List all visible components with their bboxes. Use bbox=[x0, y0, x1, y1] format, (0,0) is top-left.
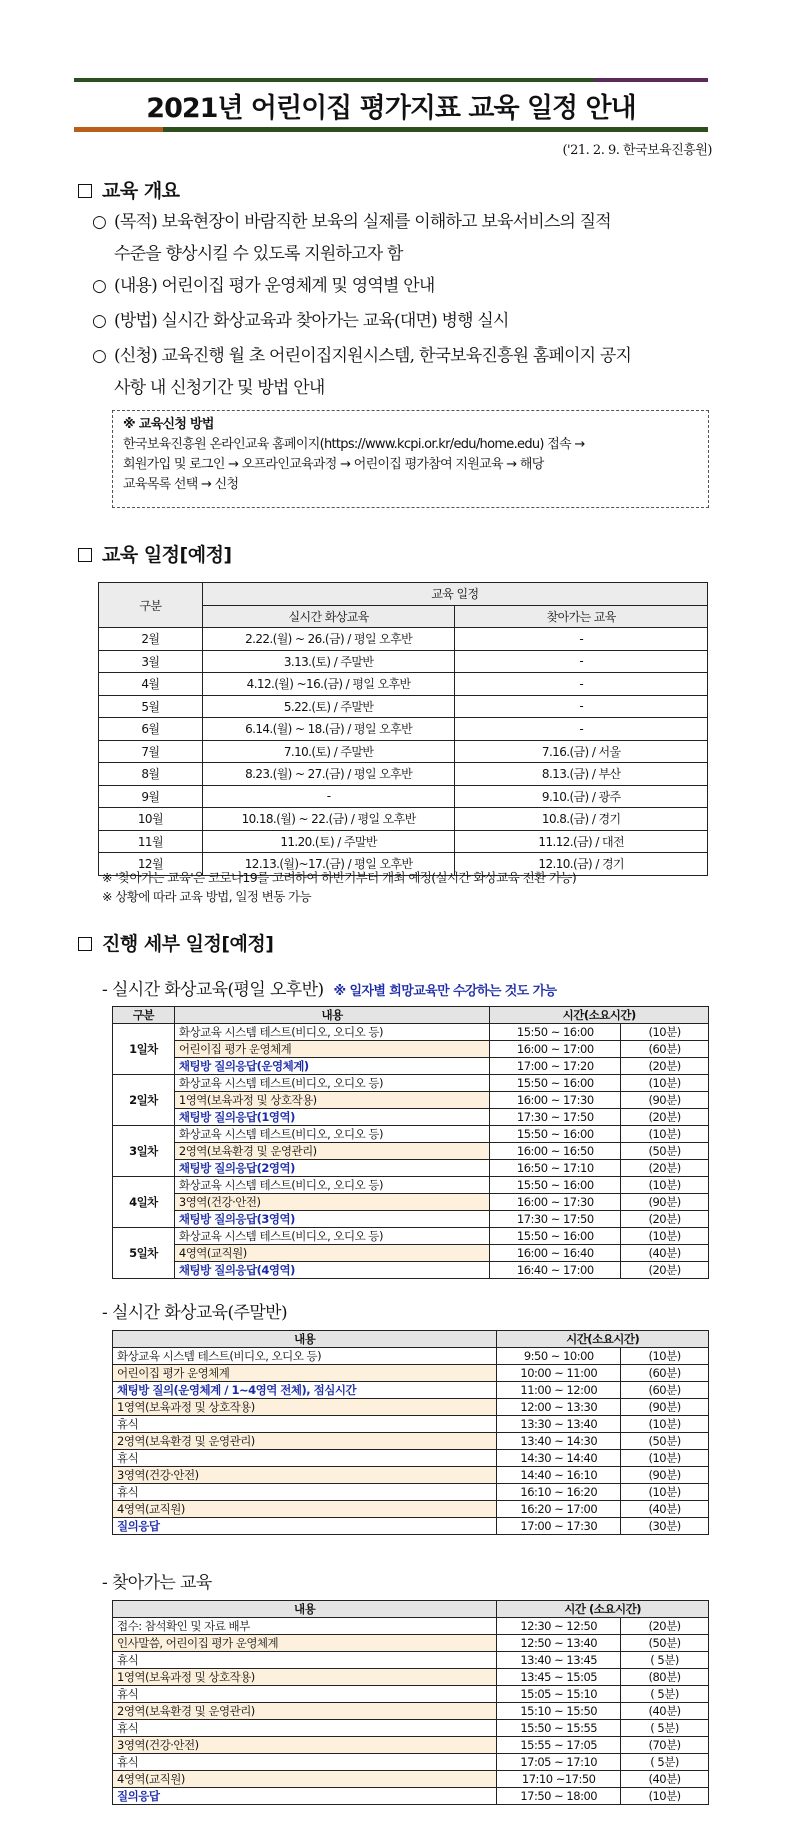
month-cell: 5월 bbox=[99, 695, 203, 718]
content-cell: 인사말씀, 어린이집 평가 운영체계 bbox=[113, 1635, 497, 1652]
online-cell: 12.13.(월)~17.(금) / 평일 오후반 bbox=[202, 853, 455, 876]
time-cell: 12:50 ~ 13:40 bbox=[497, 1635, 621, 1652]
content-cell: 화상교육 시스템 테스트(비디오, 오디오 등) bbox=[174, 1126, 490, 1143]
table-row bbox=[113, 1399, 709, 1416]
content-cell: 어린이집 평가 운영체계 bbox=[113, 1365, 497, 1382]
bullet-text: (신청) 교육진행 월 초 어린이집지원시스템, 한국보육진흥원 홈페이지 공지 bbox=[114, 346, 632, 366]
table-row bbox=[113, 1160, 709, 1177]
minutes-cell: (40분) bbox=[621, 1245, 709, 1262]
time-cell: 17:00 ~ 17:20 bbox=[490, 1058, 621, 1075]
schedule-row bbox=[99, 650, 708, 673]
table-row bbox=[113, 1720, 709, 1737]
bullet-text: (내용) 어린이집 평가 운영체계 및 영역별 안내 bbox=[114, 276, 435, 296]
visit-cell: - bbox=[455, 628, 708, 651]
minutes-cell: (70분) bbox=[621, 1737, 709, 1754]
schedule-row bbox=[99, 740, 708, 763]
schedule-row bbox=[99, 673, 708, 696]
time-cell: 16:40 ~ 17:00 bbox=[490, 1262, 621, 1279]
table-row bbox=[113, 1262, 709, 1279]
table-row bbox=[113, 1348, 709, 1365]
note-line: 한국보육진흥원 온라인교육 홈페이지(https://www.kcpi.or.kr/edu/home.edu) 접속 → bbox=[123, 437, 585, 452]
table-row bbox=[113, 1737, 709, 1754]
online-cell: 11.20.(토) / 주말반 bbox=[202, 830, 455, 853]
content-cell: 2영역(보육환경 및 운영관리) bbox=[113, 1703, 497, 1720]
content-cell: 4영역(교직원) bbox=[174, 1245, 490, 1262]
month-cell: 9월 bbox=[99, 785, 203, 808]
issue-date: ('21. 2. 9. 한국보육진흥원) bbox=[562, 143, 712, 158]
minutes-cell: (80분) bbox=[621, 1669, 709, 1686]
minutes-cell: (90분) bbox=[621, 1399, 709, 1416]
weekend-detail-table bbox=[112, 1330, 709, 1535]
content-cell: 휴식 bbox=[113, 1416, 497, 1433]
month-cell: 6월 bbox=[99, 718, 203, 741]
online-cell: 2.22.(월) ~ 26.(금) / 평일 오후반 bbox=[202, 628, 455, 651]
content-cell: 1영역(보육과정 및 상호작용) bbox=[113, 1669, 497, 1686]
minutes-cell: (20분) bbox=[621, 1109, 709, 1126]
weekday-detail-table bbox=[112, 1006, 709, 1279]
title-top-rule bbox=[74, 78, 708, 82]
time-cell: 12:00 ~ 13:30 bbox=[497, 1399, 621, 1416]
section-heading-text: 교육 일정[예정] bbox=[102, 544, 232, 566]
application-method-box bbox=[112, 410, 709, 508]
table-row bbox=[113, 1669, 709, 1686]
minutes-cell: (50분) bbox=[621, 1635, 709, 1652]
content-cell: 3영역(건강·안전) bbox=[113, 1737, 497, 1754]
header-schedule: 교육 일정 bbox=[202, 583, 707, 606]
minutes-cell: (90분) bbox=[621, 1467, 709, 1484]
highlight-note: ※ 일자별 희망교육만 수강하는 것도 가능 bbox=[333, 984, 557, 999]
online-cell: 4.12.(월) ~16.(금) / 평일 오후반 bbox=[202, 673, 455, 696]
table-row bbox=[113, 1635, 709, 1652]
time-cell: 13:40 ~ 14:30 bbox=[497, 1433, 621, 1450]
table-row bbox=[113, 1211, 709, 1228]
time-cell: 16:00 ~ 17:30 bbox=[490, 1194, 621, 1211]
table-row bbox=[113, 1467, 709, 1484]
visit-cell: 12.10.(금) / 경기 bbox=[455, 853, 708, 876]
table-row bbox=[113, 1365, 709, 1382]
time-cell: 13:30 ~ 13:40 bbox=[497, 1416, 621, 1433]
time-cell: 16:00 ~ 16:40 bbox=[490, 1245, 621, 1262]
minutes-cell: (10분) bbox=[621, 1228, 709, 1245]
table-row bbox=[113, 1501, 709, 1518]
schedule-note: ※ 상황에 따라 교육 방법, 일정 변동 가능 bbox=[102, 889, 311, 904]
time-cell: 16:00 ~ 17:00 bbox=[490, 1041, 621, 1058]
content-cell: 2영역(보육환경 및 운영관리) bbox=[113, 1433, 497, 1450]
online-cell: 6.14.(월) ~ 18.(금) / 평일 오후반 bbox=[202, 718, 455, 741]
weekday-subheading bbox=[102, 975, 556, 1000]
time-cell: 15:05 ~ 15:10 bbox=[497, 1686, 621, 1703]
table-row bbox=[113, 1518, 709, 1535]
content-cell: 채팅방 질의응답(4영역) bbox=[174, 1262, 490, 1279]
table-row bbox=[113, 1228, 709, 1245]
table-row bbox=[113, 1109, 709, 1126]
table-row bbox=[113, 1143, 709, 1160]
section-heading-detail bbox=[78, 929, 273, 956]
day-cell: 5일차 bbox=[113, 1228, 175, 1279]
content-cell: 화상교육 시스템 테스트(비디오, 오디오 등) bbox=[174, 1024, 490, 1041]
minutes-cell: (60분) bbox=[621, 1382, 709, 1399]
time-cell: 15:50 ~ 16:00 bbox=[490, 1075, 621, 1092]
content-cell: 질의응답 bbox=[113, 1518, 497, 1535]
visit-cell: 11.12.(금) / 대전 bbox=[455, 830, 708, 853]
table-row bbox=[113, 1686, 709, 1703]
minutes-cell: (40분) bbox=[621, 1771, 709, 1788]
content-cell: 화상교육 시스템 테스트(비디오, 오디오 등) bbox=[174, 1228, 490, 1245]
header-content: 내용 bbox=[113, 1601, 497, 1618]
header-content: 내용 bbox=[174, 1007, 490, 1024]
minutes-cell: (10분) bbox=[621, 1416, 709, 1433]
day-cell: 1일차 bbox=[113, 1024, 175, 1075]
time-cell: 15:50 ~ 16:00 bbox=[490, 1126, 621, 1143]
minutes-cell: (20분) bbox=[621, 1058, 709, 1075]
content-cell: 1영역(보육과정 및 상호작용) bbox=[113, 1399, 497, 1416]
bullet-purpose bbox=[92, 206, 722, 270]
visit-subheading bbox=[102, 1568, 212, 1593]
content-cell: 채팅방 질의응답(2영역) bbox=[174, 1160, 490, 1177]
month-cell: 2월 bbox=[99, 628, 203, 651]
note-line: 교육목록 선택 → 신청 bbox=[123, 477, 239, 492]
time-cell: 15:10 ~ 15:50 bbox=[497, 1703, 621, 1720]
minutes-cell: (10분) bbox=[621, 1075, 709, 1092]
page-title: 2021년 어린이집 평가지표 교육 일정 안내 bbox=[146, 93, 636, 124]
minutes-cell: (90분) bbox=[621, 1092, 709, 1109]
time-cell: 15:50 ~ 16:00 bbox=[490, 1177, 621, 1194]
minutes-cell: (60분) bbox=[621, 1041, 709, 1058]
month-cell: 8월 bbox=[99, 763, 203, 786]
minutes-cell: (40분) bbox=[621, 1501, 709, 1518]
minutes-cell: (10분) bbox=[621, 1450, 709, 1467]
minutes-cell: (10분) bbox=[621, 1348, 709, 1365]
section-heading-text: 진행 세부 일정[예정] bbox=[102, 933, 274, 955]
checkbox-square-icon bbox=[78, 937, 92, 951]
time-cell: 15:55 ~ 17:05 bbox=[497, 1737, 621, 1754]
visit-cell: - bbox=[455, 718, 708, 741]
month-cell: 3월 bbox=[99, 650, 203, 673]
table-row bbox=[113, 1058, 709, 1075]
content-cell: 휴식 bbox=[113, 1652, 497, 1669]
minutes-cell: ( 5분) bbox=[621, 1754, 709, 1771]
table-row bbox=[113, 1245, 709, 1262]
time-cell: 16:10 ~ 16:20 bbox=[497, 1484, 621, 1501]
time-cell: 10:00 ~ 11:00 bbox=[497, 1365, 621, 1382]
minutes-cell: (30분) bbox=[621, 1518, 709, 1535]
visit-cell: 9.10.(금) / 광주 bbox=[455, 785, 708, 808]
time-cell: 17:30 ~ 17:50 bbox=[490, 1109, 621, 1126]
header-content: 내용 bbox=[113, 1331, 497, 1348]
subheading-text: - 실시간 화상교육(평일 오후반) bbox=[102, 980, 324, 1000]
content-cell: 질의응답 bbox=[113, 1788, 497, 1805]
content-cell: 화상교육 시스템 테스트(비디오, 오디오 등) bbox=[113, 1348, 497, 1365]
content-cell: 1영역(보육과정 및 상호작용) bbox=[174, 1092, 490, 1109]
monthly-schedule-table bbox=[98, 582, 708, 876]
bullet-text: (목적) 보육현장이 바람직한 보육의 실제를 이해하고 보육서비스의 질적 bbox=[114, 212, 611, 232]
header-time: 시간(소요시간) bbox=[490, 1007, 709, 1024]
content-cell: 3영역(건강·안전) bbox=[174, 1194, 490, 1211]
content-cell: 휴식 bbox=[113, 1754, 497, 1771]
content-cell: 접수: 참석확인 및 자료 배부 bbox=[113, 1618, 497, 1635]
title-bottom-rule bbox=[74, 127, 708, 132]
schedule-row bbox=[99, 808, 708, 831]
minutes-cell: ( 5분) bbox=[621, 1686, 709, 1703]
circle-bullet-icon: ○ bbox=[92, 311, 107, 331]
content-cell: 4영역(교직원) bbox=[113, 1501, 497, 1518]
content-cell: 어린이집 평가 운영체계 bbox=[174, 1041, 490, 1058]
visit-cell: 10.8.(금) / 경기 bbox=[455, 808, 708, 831]
header-time: 시간 (소요시간) bbox=[497, 1601, 709, 1618]
schedule-row bbox=[99, 628, 708, 651]
visit-cell: - bbox=[455, 695, 708, 718]
table-row bbox=[113, 1092, 709, 1109]
time-cell: 17:10 ~17:50 bbox=[497, 1771, 621, 1788]
visit-detail-table bbox=[112, 1600, 709, 1805]
checkbox-square-icon bbox=[78, 548, 92, 562]
online-cell: 10.18.(월) ~ 22.(금) / 평일 오후반 bbox=[202, 808, 455, 831]
minutes-cell: (10분) bbox=[621, 1126, 709, 1143]
table-row bbox=[113, 1771, 709, 1788]
time-cell: 16:20 ~ 17:00 bbox=[497, 1501, 621, 1518]
minutes-cell: (20분) bbox=[621, 1211, 709, 1228]
content-cell: 휴식 bbox=[113, 1484, 497, 1501]
note-title: ※ 교육신청 방법 bbox=[123, 417, 214, 432]
schedule-row bbox=[99, 830, 708, 853]
table-row bbox=[113, 1433, 709, 1450]
online-cell: 5.22.(토) / 주말반 bbox=[202, 695, 455, 718]
month-cell: 12월 bbox=[99, 853, 203, 876]
time-cell: 14:30 ~ 14:40 bbox=[497, 1450, 621, 1467]
visit-cell: - bbox=[455, 650, 708, 673]
table-row bbox=[113, 1416, 709, 1433]
section-heading-schedule bbox=[78, 540, 232, 567]
time-cell: 15:50 ~ 16:00 bbox=[490, 1228, 621, 1245]
minutes-cell: (20분) bbox=[621, 1160, 709, 1177]
minutes-cell: (50분) bbox=[621, 1433, 709, 1450]
bullet-text: (방법) 실시간 화상교육과 찾아가는 교육(대면) 병행 실시 bbox=[114, 311, 509, 331]
minutes-cell: (20분) bbox=[621, 1618, 709, 1635]
content-cell: 4영역(교직원) bbox=[113, 1771, 497, 1788]
time-cell: 15:50 ~ 15:55 bbox=[497, 1720, 621, 1737]
time-cell: 9:50 ~ 10:00 bbox=[497, 1348, 621, 1365]
table-row bbox=[113, 1177, 709, 1194]
month-cell: 7월 bbox=[99, 740, 203, 763]
month-cell: 10월 bbox=[99, 808, 203, 831]
minutes-cell: (40분) bbox=[621, 1703, 709, 1720]
schedule-row bbox=[99, 763, 708, 786]
time-cell: 16:00 ~ 17:30 bbox=[490, 1092, 621, 1109]
online-cell: 7.10.(토) / 주말반 bbox=[202, 740, 455, 763]
month-cell: 4월 bbox=[99, 673, 203, 696]
table-row bbox=[113, 1788, 709, 1805]
circle-bullet-icon: ○ bbox=[92, 276, 107, 296]
minutes-cell: (90분) bbox=[621, 1194, 709, 1211]
content-cell: 채팅방 질의응답(운영체계) bbox=[174, 1058, 490, 1075]
bullet-method bbox=[92, 305, 722, 337]
time-cell: 17:50 ~ 18:00 bbox=[497, 1788, 621, 1805]
header-time: 시간(소요시간) bbox=[497, 1331, 709, 1348]
month-cell: 11월 bbox=[99, 830, 203, 853]
minutes-cell: ( 5분) bbox=[621, 1720, 709, 1737]
checkbox-square-icon bbox=[78, 184, 92, 198]
header-visit: 찾아가는 교육 bbox=[455, 605, 708, 628]
table-row bbox=[113, 1652, 709, 1669]
bullet-apply bbox=[92, 340, 722, 404]
minutes-cell: (10분) bbox=[621, 1788, 709, 1805]
content-cell: 휴식 bbox=[113, 1720, 497, 1737]
table-row bbox=[113, 1041, 709, 1058]
minutes-cell: (10분) bbox=[621, 1484, 709, 1501]
table-row bbox=[113, 1382, 709, 1399]
day-cell: 4일차 bbox=[113, 1177, 175, 1228]
table-row bbox=[113, 1484, 709, 1501]
schedule-row bbox=[99, 785, 708, 808]
table-row bbox=[113, 1126, 709, 1143]
content-cell: 2영역(보육환경 및 운영관리) bbox=[174, 1143, 490, 1160]
section-heading-text: 교육 개요 bbox=[102, 180, 180, 202]
table-row bbox=[113, 1618, 709, 1635]
content-cell: 휴식 bbox=[113, 1686, 497, 1703]
bullet-content bbox=[92, 270, 722, 302]
visit-cell: 7.16.(금) / 서울 bbox=[455, 740, 708, 763]
time-cell: 12:30 ~ 12:50 bbox=[497, 1618, 621, 1635]
weekend-subheading bbox=[102, 1298, 287, 1323]
table-row bbox=[113, 1194, 709, 1211]
header-gubun: 구분 bbox=[99, 583, 203, 628]
minutes-cell: (10분) bbox=[621, 1024, 709, 1041]
schedule-row bbox=[99, 695, 708, 718]
time-cell: 13:45 ~ 15:05 bbox=[497, 1669, 621, 1686]
time-cell: 15:50 ~ 16:00 bbox=[490, 1024, 621, 1041]
schedule-note: ※ '찾아가는 교육'은 코로나19를 고려하여 하반기부터 개최 예정(실시간 화상교육 전환 가능) bbox=[102, 870, 577, 885]
subheading-text: - 찾아가는 교육 bbox=[102, 1573, 212, 1593]
table-row bbox=[113, 1075, 709, 1092]
minutes-cell: (50분) bbox=[621, 1143, 709, 1160]
day-cell: 2일차 bbox=[113, 1075, 175, 1126]
minutes-cell: (10분) bbox=[621, 1177, 709, 1194]
online-cell: - bbox=[202, 785, 455, 808]
time-cell: 11:00 ~ 12:00 bbox=[497, 1382, 621, 1399]
content-cell: 채팅방 질의(운영체계 / 1~4영역 전체), 점심시간 bbox=[113, 1382, 497, 1399]
note-line: 회원가입 및 로그인 → 오프라인교육과정 → 어린이집 평가참여 지원교육 → 해당 bbox=[123, 457, 544, 472]
time-cell: 14:40 ~ 16:10 bbox=[497, 1467, 621, 1484]
content-cell: 채팅방 질의응답(1영역) bbox=[174, 1109, 490, 1126]
content-cell: 화상교육 시스템 테스트(비디오, 오디오 등) bbox=[174, 1177, 490, 1194]
time-cell: 16:50 ~ 17:10 bbox=[490, 1160, 621, 1177]
table-row bbox=[113, 1754, 709, 1771]
table-row bbox=[113, 1024, 709, 1041]
header-gubun: 구분 bbox=[113, 1007, 175, 1024]
day-cell: 3일차 bbox=[113, 1126, 175, 1177]
time-cell: 17:00 ~ 17:30 bbox=[497, 1518, 621, 1535]
visit-cell: 8.13.(금) / 부산 bbox=[455, 763, 708, 786]
content-cell: 휴식 bbox=[113, 1450, 497, 1467]
online-cell: 8.23.(월) ~ 27.(금) / 평일 오후반 bbox=[202, 763, 455, 786]
content-cell: 채팅방 질의응답(3영역) bbox=[174, 1211, 490, 1228]
time-cell: 17:05 ~ 17:10 bbox=[497, 1754, 621, 1771]
time-cell: 16:00 ~ 16:50 bbox=[490, 1143, 621, 1160]
minutes-cell: ( 5분) bbox=[621, 1652, 709, 1669]
schedule-row bbox=[99, 718, 708, 741]
bullet-text-cont: 수준을 향상시킬 수 있도록 지원하고자 함 bbox=[114, 244, 403, 264]
bullet-text-cont: 사항 내 신청기간 및 방법 안내 bbox=[114, 378, 325, 398]
circle-bullet-icon: ○ bbox=[92, 212, 107, 232]
table-row bbox=[113, 1703, 709, 1720]
minutes-cell: (60분) bbox=[621, 1365, 709, 1382]
minutes-cell: (20분) bbox=[621, 1262, 709, 1279]
section-heading-overview bbox=[78, 176, 180, 203]
content-cell: 화상교육 시스템 테스트(비디오, 오디오 등) bbox=[174, 1075, 490, 1092]
time-cell: 17:30 ~ 17:50 bbox=[490, 1211, 621, 1228]
table-row bbox=[113, 1450, 709, 1467]
visit-cell: - bbox=[455, 673, 708, 696]
time-cell: 13:40 ~ 13:45 bbox=[497, 1652, 621, 1669]
circle-bullet-icon: ○ bbox=[92, 346, 107, 366]
online-cell: 3.13.(토) / 주말반 bbox=[202, 650, 455, 673]
content-cell: 3영역(건강·안전) bbox=[113, 1467, 497, 1484]
subheading-text: - 실시간 화상교육(주말반) bbox=[102, 1303, 288, 1323]
title-bar bbox=[74, 78, 708, 132]
header-online: 실시간 화상교육 bbox=[202, 605, 455, 628]
